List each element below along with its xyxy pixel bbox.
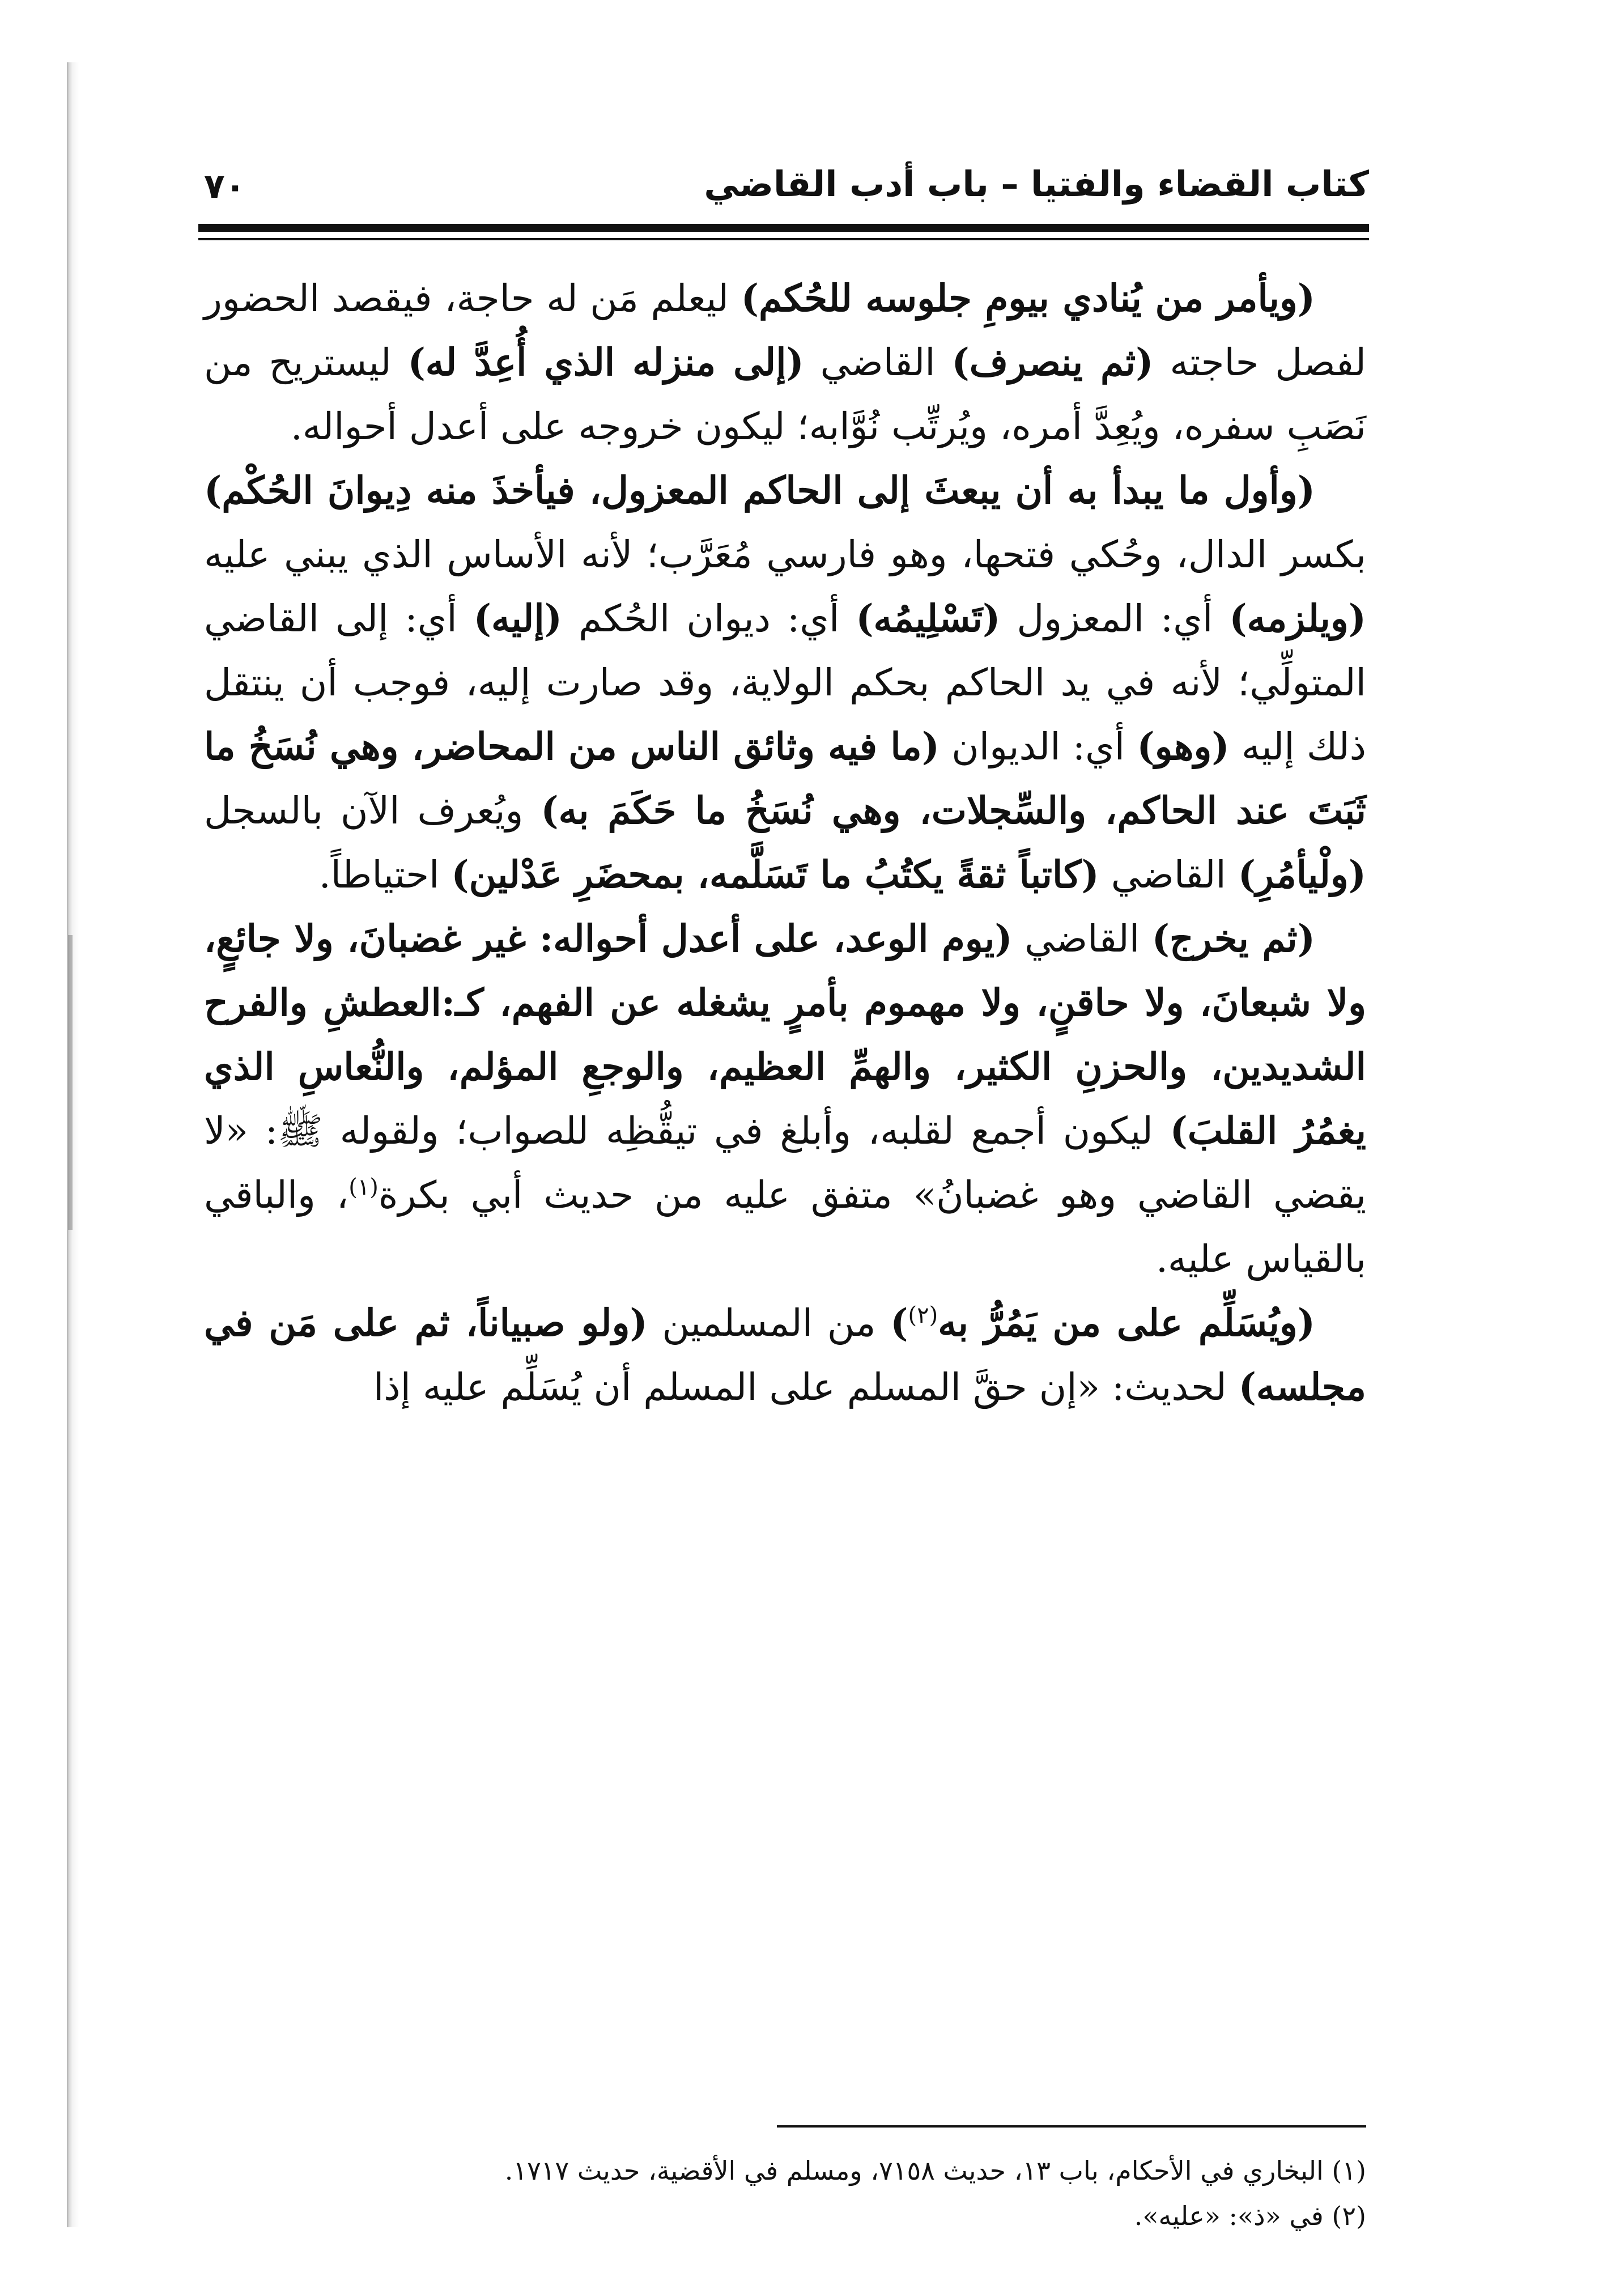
page-header bbox=[198, 159, 1369, 221]
matn-text: (تَسْلِيمُه) bbox=[856, 596, 1001, 640]
paragraph-1 bbox=[204, 266, 1366, 458]
sharh-text: احتياطاً. bbox=[318, 853, 452, 897]
scan-binding-shadow bbox=[68, 935, 73, 1230]
sharh-text: بكسر الدال، وحُكي فتحها، وهو فارسي مُعَرَّب؛ لأنه الأساس الذي يبني عليه bbox=[204, 533, 1366, 576]
footnote-ref-2[interactable]: (٢) bbox=[908, 1302, 938, 1328]
paragraph-2 bbox=[204, 458, 1366, 907]
sharh-text: ليكون أجمع لقلبه، وأبلغ في تيقُّظِه للصواب؛ ولقوله ﷺ: «لا يقضي القاضي وهو غضبانُ» متفق عليه من حديث أبي بكرة bbox=[204, 1109, 1366, 1217]
sharh-text: أي: المعزول bbox=[1000, 597, 1230, 640]
sharh-text: القاضي bbox=[804, 341, 952, 384]
sharh-text: ، والباقي بالقياس عليه. bbox=[204, 1173, 1366, 1281]
footnote-1: (١) البخاري في الأحكام، باب ١٣، حديث ٧١٥٨، ومسلم في الأقضية، حديث ١٧١٧. bbox=[504, 2155, 1366, 2186]
sharh-text: القاضي bbox=[1099, 853, 1238, 897]
sharh-text: ليستريح من نَصَبِ سفره، ويُعِدَّ أمره، ويُرتِّب نُوَّابه؛ ليكون خروجه على أعدل أحواله. bbox=[204, 341, 1366, 448]
matn-text: (وهو) bbox=[1137, 724, 1230, 768]
matn-text: (يوم الوعد، على أعدل أحواله: غير غضبانَ، ولا جائعٍ، ولا شبعانَ، ولا حاقنٍ، ولا مهموم بأمرٍ يشغله عن الفهم، كـ:العطشِ والفرح الشديدين، والحزنِ الكثير، والهمِّ العظيم، والوجعِ المؤلم، والنُّعاسِ الذي يغمُرُ القلبَ) bbox=[204, 916, 1366, 1153]
page-number: ٧٠ bbox=[204, 167, 246, 206]
footnote-ref-1[interactable]: (١) bbox=[348, 1174, 379, 1200]
matn-text: (وأول ما يبدأ به أن يبعثَ إلى الحاكم المعزول، فيأخذَ منه دِيوانَ الحُكْم) bbox=[204, 468, 1315, 512]
matn-text: (ثم ينصرف) bbox=[951, 340, 1154, 384]
running-title: كتاب القضاء والفتيا – باب أدب القاضي bbox=[704, 163, 1369, 205]
footnote-2: (٢) في «ذ»: «عليه». bbox=[1134, 2201, 1366, 2231]
matn-text: (ويأمر من يُنادي بيومِ جلوسه للحُكم) bbox=[741, 276, 1315, 320]
paragraph-4 bbox=[204, 1291, 1366, 1419]
sharh-text: لحديث: «إن حقَّ المسلم على المسلم أن يُسَلِّم عليه إذا bbox=[373, 1365, 1239, 1409]
sharh-text: ليعلم مَن له حاجة، فيقصد الحضور لفصل حاجته bbox=[204, 277, 1366, 384]
matn-text: (ولو صبياناً، ثم على مَن في مجلسه) bbox=[204, 1301, 1366, 1409]
sharh-text: من المسلمين bbox=[647, 1301, 891, 1345]
matn-text: (ثم يخرج) bbox=[1151, 916, 1315, 961]
matn-text: (كاتباً ثقةً يكتُبُ ما تَسَلَّمه، بمحضَرِ عَدْلين) bbox=[451, 852, 1099, 897]
matn-text: (ولْيأمُرِ) bbox=[1238, 852, 1366, 897]
matn-text: ) bbox=[890, 1301, 908, 1345]
footnote-separator bbox=[777, 2125, 1366, 2128]
matn-text: (إليه) bbox=[473, 596, 562, 640]
footnotes bbox=[204, 2148, 1366, 2239]
matn-text: (إلى منزله الذي أُعِدَّ له) bbox=[407, 340, 804, 384]
header-rule-thick bbox=[198, 224, 1369, 232]
sharh-text: أي: الديوان bbox=[939, 725, 1137, 768]
paragraph-3 bbox=[204, 907, 1366, 1291]
header-rule-thin bbox=[198, 238, 1369, 240]
sharh-text: ويُعرف الآن بالسجل bbox=[204, 789, 541, 833]
sharh-text: القاضي bbox=[1012, 917, 1152, 961]
matn-text: (ما فيه وثائق الناس من المحاضر، وهي نُسَخُ ما ثَبَتَ عند الحاكم، والسِّجلات، وهي نُسَخُ ما حَكَمَ به) bbox=[204, 724, 1366, 833]
main-text bbox=[204, 266, 1366, 1419]
matn-text: (ويُسَلِّم على من يَمُرُّ به bbox=[938, 1301, 1315, 1345]
matn-text: (ويلزمه) bbox=[1229, 596, 1367, 640]
sharh-text: أي: إلى القاضي المتولِّي؛ لأنه في يد الحاكم بحكم الولاية، وقد صارت إليه، فوجب أن ينتقل ذلك إليه bbox=[204, 597, 1366, 768]
sharh-text: أي: ديوان الحُكم bbox=[562, 597, 856, 640]
